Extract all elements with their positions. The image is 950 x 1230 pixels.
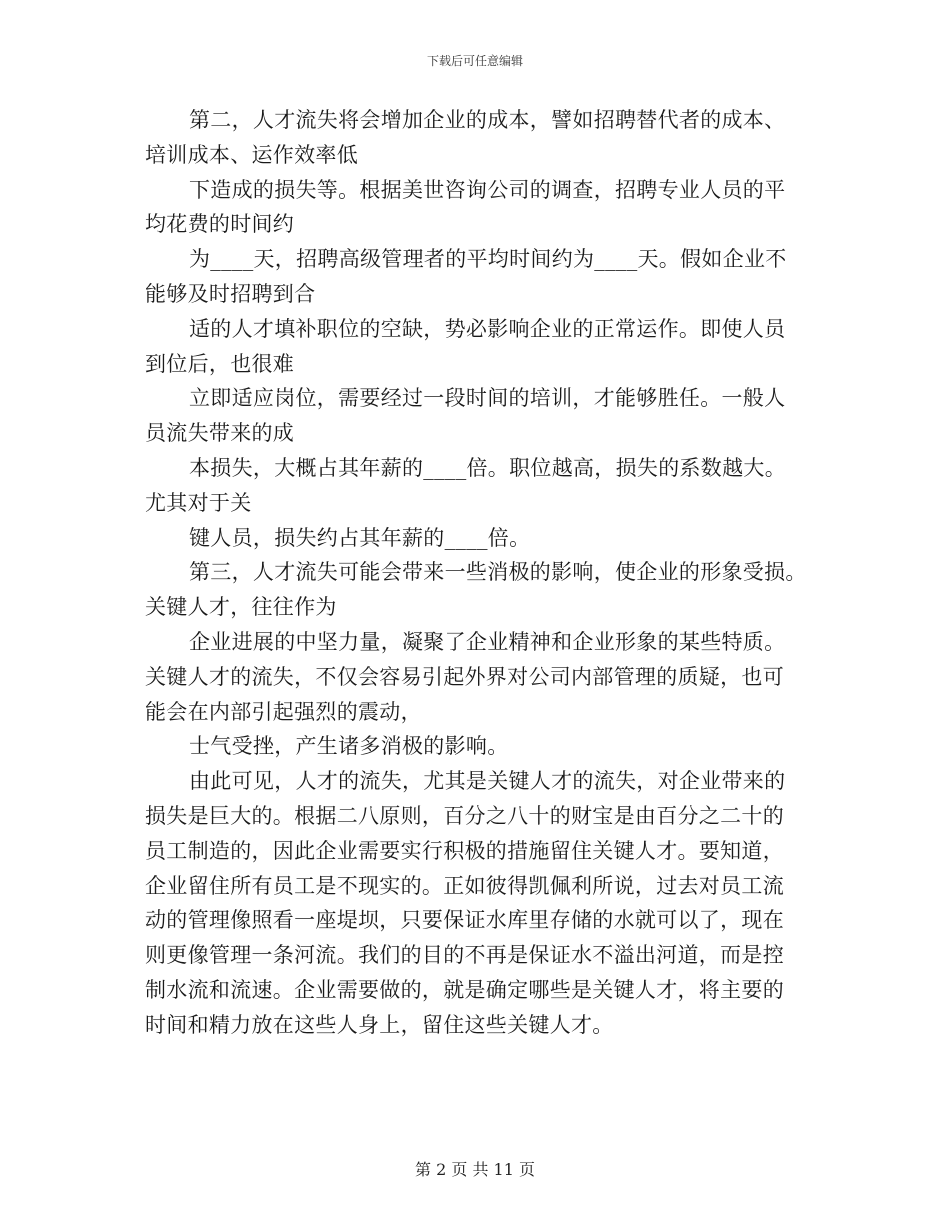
text-line: 企业留住所有员工是不现实的。正如彼得凯佩利所说，过去对员工流 xyxy=(145,873,784,898)
text-line: 立即适应岗位，需要经过一段时间的培训，才能够胜任。一般人 xyxy=(189,386,786,411)
text-line: 第三，人才流失可能会带来一些消极的影响，使企业的形象受损。 xyxy=(189,560,807,585)
text-line: 能够及时招聘到合 xyxy=(145,281,316,306)
text-line: 关键人才，往往作为 xyxy=(145,595,337,620)
text-line: 制水流和流速。企业需要做的，就是确定哪些是关键人才，将主要的 xyxy=(145,977,784,1002)
text-line: 员流失带来的成 xyxy=(145,421,295,446)
text-line: 为____天，招聘高级管理者的平均时间约为____天。假如企业不 xyxy=(189,247,787,272)
text-line: 键人员，损失约占其年薪的____倍。 xyxy=(189,525,531,550)
text-line: 尤其对于关 xyxy=(145,490,252,515)
page-footer: 第 2 页 共 11 页 xyxy=(415,1160,535,1179)
text-line: 培训成本、运作效率低 xyxy=(145,142,358,167)
text-line: 关键人才的流失，不仅会容易引起外界对公司内部管理的质疑，也可 xyxy=(145,664,784,689)
text-line: 动的管理像照看一座堤坝，只要保证水库里存储的水就可以了，现在 xyxy=(145,908,784,933)
text-line: 到位后，也很难 xyxy=(145,351,295,376)
text-line: 损失是巨大的。根据二八原则，百分之八十的财宝是由百分之二十的 xyxy=(145,803,784,828)
document-body xyxy=(145,103,810,1043)
page-header: 下载后可任意编辑 xyxy=(426,54,523,68)
text-line: 能会在内部引起强烈的震动， xyxy=(145,699,422,724)
text-line: 员工制造的，因此企业需要实行积极的措施留住关键人才。要知道， xyxy=(145,838,784,863)
text-line: 则更像管理一条河流。我们的目的不再是保证水不溢出河道，而是控 xyxy=(145,943,784,968)
text-line: 士气受挫，产生诸多消极的影响。 xyxy=(189,734,509,759)
text-line: 本损失，大概占其年薪的____倍。职位越高，损失的系数越大。 xyxy=(189,455,786,480)
text-line: 均花费的时间约 xyxy=(145,212,295,237)
text-line: 第二，人才流失将会增加企业的成本，譬如招聘替代者的成本、 xyxy=(189,108,786,132)
text-line: 适的人才填补职位的空缺，势必影响企业的正常运作。即使人员 xyxy=(189,316,786,341)
text-line: 时间和精力放在这些人身上，留住这些关键人才。 xyxy=(145,1012,614,1037)
text-line: 下造成的损失等。根据美世咨询公司的调查，招聘专业人员的平 xyxy=(189,177,786,202)
text-line: 由此可见，人才的流失，尤其是关键人才的流失，对企业带来的 xyxy=(189,769,786,794)
text-line: 企业进展的中坚力量，凝聚了企业精神和企业形象的某些特质。 xyxy=(189,629,786,654)
